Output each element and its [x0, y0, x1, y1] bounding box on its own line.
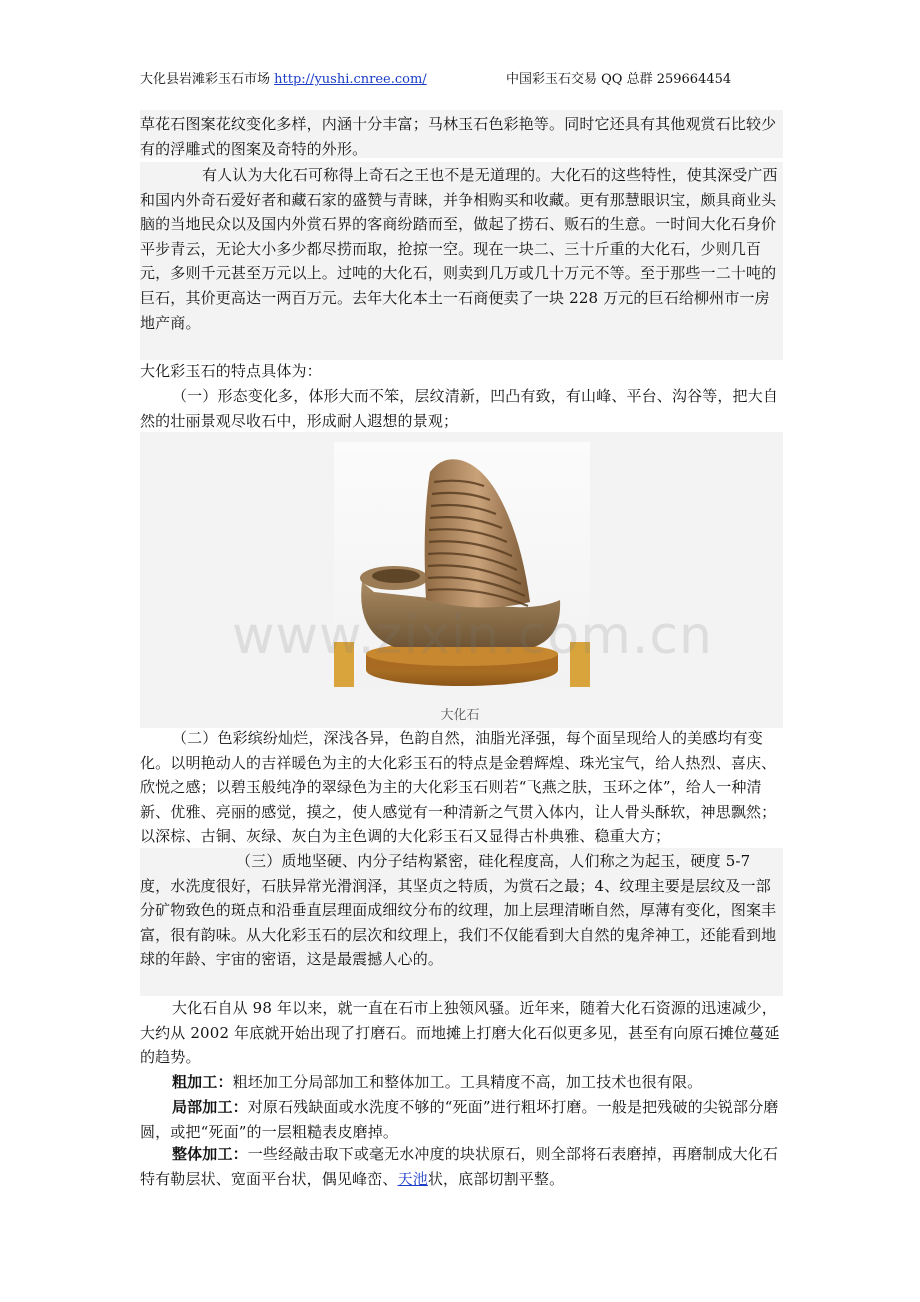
paragraph-10: [140, 1142, 783, 1191]
rough-processing-label: 粗加工：: [172, 1073, 233, 1091]
paragraph-5: （二）色彩缤纷灿烂，深浅各异，色韵自然，油脂光泽强，每个面呈现给人的美感均有变化。以明艳动人的吉祥暖色为主的大化彩玉石的特点是金碧辉煌、珠光宝气，给人热烈、喜庆、欣悦之感；以碧玉般纯净的翠绿色为主的大化彩玉石则若“飞燕之肤，玉环之体”，给人一种清新、优雅、亮丽的感觉，摸之，使人感觉有一种清新之气贯入体内，让人骨头酥软，神思飘然；以深棕、古铜、灰绿、灰白为主色调的大化彩玉石又显得古朴典雅、稳重大方；: [140, 729, 777, 846]
paragraph-7: 大化石自从 98 年以来，就一直在石市上独领风骚。近年来，随着大化石资源的迅速减少，大约从 2002 年底就开始出现了打磨石。而地摊上打磨大化石似更多见，甚至有向原石摊位蔓延的趋势。: [140, 999, 780, 1067]
paragraph-8: [140, 1070, 783, 1095]
whole-processing-label: 整体加工：: [172, 1145, 248, 1163]
whole-processing-text: 一些经敲击取下或毫无水冲度的块状原石，则全部将石表磨掉，再磨制成大化石特有勒层状、宽面平台状，偶见峰峦、: [140, 1145, 779, 1188]
watermark-text: www.zixin.com.cn: [232, 606, 713, 666]
market-name: 大化县岩滩彩玉石市场: [140, 72, 271, 87]
partial-processing-label: 局部加工：: [172, 1098, 248, 1116]
page-header: [140, 68, 780, 87]
partial-processing-text: 对原石残缺面或水洗度不够的“死面”进行粗坏打磨。一般是把残破的尖锐部分磨圆，或把“死面”的一层粗糙表皮磨掉。: [140, 1098, 779, 1141]
whole-processing-text-end: 状，底部切割平整。: [427, 1169, 565, 1188]
paragraph-6: （三）质地坚硬、内分子结构紧密，硅化程度高，人们称之为起玉，硬度 5-7 度，水洗度很好，石肤异常光滑润泽，其坚贞之特质，为赏石之最；4、纹理主要是层纹及一部分矿物致色的斑点和沿垂直层理面成细纹分布的纹理，加上层理清晰自然，厚薄有变化，图案丰富，很有韵味。从大化彩玉石的层次和纹理上，我们不仅能看到大自然的鬼斧神工，还能看到地球的年龄、宇宙的密语，这是最震撼人心的。: [140, 852, 777, 969]
paragraph-9: [140, 1095, 783, 1144]
paragraph-3: 大化彩玉石的特点具体为：: [140, 362, 322, 380]
market-url-link[interactable]: http://yushi.cnree.com/: [274, 72, 427, 87]
qq-group-text: 中国彩玉石交易 QQ 总群 259664454: [506, 72, 732, 87]
tianchi-link[interactable]: 天池: [397, 1169, 428, 1188]
image-caption: 大化石: [440, 708, 480, 723]
paragraph-1: 草花石图案花纹变化多样，内涵十分丰富；马林玉石色彩艳等。同时它还具有其他观赏石比较少有的浮雕式的图案及奇特的外形。: [140, 115, 777, 158]
paragraph-2: 有人认为大化石可称得上奇石之王也不是无道理的。大化石的这些特性，使其深受广西和国内外奇石爱好者和藏石家的盛赞与青睐，并争相购买和收藏。更有那慧眼识宝，颇具商业头脑的当地民众以及国内外赏石界的客商纷踏而至，做起了捞石、贩石的生意。一时间大化石身价平步青云，无论大小多少都尽捞而取，抢掠一空。现在一块二、三十斤重的大化石，少则几百元，多则千元甚至万元以上。过吨的大化石，则卖到几万或几十万元不等。至于那些一二十吨的巨石，其价更高达一两百万元。去年大化本土一石商便卖了一块 228 万元的巨石给柳州市一房地产商。: [140, 166, 778, 332]
rough-processing-text: 粗坯加工分局部加工和整体加工。工具精度不高，加工技术也很有限。: [232, 1073, 703, 1091]
paragraph-4: （一）形态变化多，体形大而不笨，层纹清新，凹凸有致，有山峰、平台、沟谷等，把大自然的壮丽景观尽收石中，形成耐人遐想的景观；: [140, 387, 779, 430]
